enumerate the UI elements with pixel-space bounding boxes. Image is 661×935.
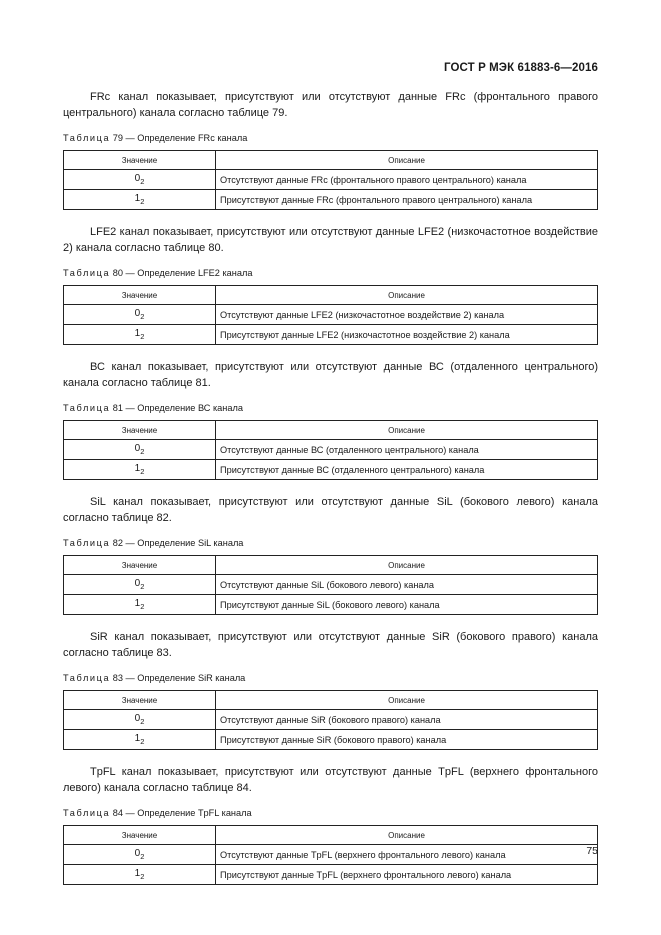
column-header-value: Значение bbox=[64, 556, 216, 575]
table-row bbox=[64, 440, 598, 460]
cell-value: $0_2$ bbox=[64, 845, 216, 865]
cell-description: Отсутствуют данные FRc (фронтального правого центрального) канала bbox=[216, 170, 598, 190]
cell-description: Присутствуют данные TpFL (верхнего фронтального левого) канала bbox=[216, 865, 598, 885]
cell-value: $1_2$ bbox=[64, 595, 216, 615]
definition-table bbox=[63, 285, 598, 345]
table-header-row bbox=[64, 826, 598, 845]
column-header-description: Описание bbox=[216, 151, 598, 170]
section-paragraph: SiL канал показывает, присутствуют или отсутствуют данные SiL (бокового левого) канала согласно таблице 82. bbox=[63, 496, 598, 524]
caption-text: 83 — Определение SiR канала bbox=[110, 673, 246, 683]
column-header-value: Значение bbox=[64, 826, 216, 845]
cell-description: Отсутствуют данные SiR (бокового правого) канала bbox=[216, 710, 598, 730]
section-paragraph: SiR канал показывает, присутствуют или отсутствуют данные SiR (бокового правого) канала согласно таблице 83. bbox=[63, 631, 598, 659]
column-header-value: Значение bbox=[64, 286, 216, 305]
table-row bbox=[64, 575, 598, 595]
caption-text: 79 — Определение FRc канала bbox=[110, 133, 248, 143]
cell-description: Отсутствуют данные ВС (отдаленного центрального) канала bbox=[216, 440, 598, 460]
table-row bbox=[64, 305, 598, 325]
cell-value: $0_2$ bbox=[64, 170, 216, 190]
caption-prefix: Таблица bbox=[63, 133, 111, 143]
caption-prefix: Таблица bbox=[63, 403, 111, 413]
cell-value: $1_2$ bbox=[64, 460, 216, 480]
definition-table bbox=[63, 690, 598, 750]
table-caption bbox=[63, 673, 598, 683]
document-id-header: ГОСТ Р МЭК 61883-6—2016 bbox=[444, 62, 598, 74]
cell-description: Присутствуют данные LFE2 (низкочастотное воздействие 2) канала bbox=[216, 325, 598, 345]
definition-table bbox=[63, 555, 598, 615]
section-paragraph: TpFL канал показывает, присутствуют или отсутствуют данные TpFL (верхнего фронтального левого) канала согласно таблице 84. bbox=[63, 766, 598, 794]
table-header-row bbox=[64, 556, 598, 575]
page-content bbox=[63, 90, 598, 900]
section-paragraph: FRc канал показывает, присутствуют или отсутствуют данные FRc (фронтального правого центрального) канала согласно таблице 79. bbox=[63, 91, 598, 119]
caption-text: 84 — Определение TpFL канала bbox=[110, 808, 252, 818]
column-header-description: Описание bbox=[216, 556, 598, 575]
table-caption bbox=[63, 268, 598, 278]
cell-description: Отсутствуют данные TpFL (верхнего фронтального левого) канала bbox=[216, 845, 598, 865]
section-paragraph: LFE2 канал показывает, присутствуют или отсутствуют данные LFE2 (низкочастотное воздействие 2) канала согласно таблице 80. bbox=[63, 226, 598, 254]
table-row bbox=[64, 730, 598, 750]
column-header-description: Описание bbox=[216, 691, 598, 710]
caption-prefix: Таблица bbox=[63, 808, 111, 818]
section-paragraph: ВС канал показывает, присутствуют или отсутствуют данные ВС (отдаленного центрального) канала согласно таблице 81. bbox=[63, 361, 598, 389]
table-caption bbox=[63, 808, 598, 818]
page-number: 75 bbox=[586, 845, 598, 857]
table-row bbox=[64, 710, 598, 730]
table-header-row bbox=[64, 286, 598, 305]
table-row bbox=[64, 845, 598, 865]
caption-prefix: Таблица bbox=[63, 673, 111, 683]
table-caption bbox=[63, 133, 598, 143]
table-row bbox=[64, 190, 598, 210]
cell-value: $0_2$ bbox=[64, 305, 216, 325]
cell-description: Присутствуют данные ВС (отдаленного центрального) канала bbox=[216, 460, 598, 480]
cell-value: $1_2$ bbox=[64, 190, 216, 210]
cell-value: $0_2$ bbox=[64, 575, 216, 595]
table-row bbox=[64, 170, 598, 190]
column-header-value: Значение bbox=[64, 691, 216, 710]
table-row bbox=[64, 325, 598, 345]
table-row bbox=[64, 865, 598, 885]
column-header-description: Описание bbox=[216, 421, 598, 440]
cell-description: Отсутствуют данные SiL (бокового левого) канала bbox=[216, 575, 598, 595]
table-row bbox=[64, 595, 598, 615]
column-header-description: Описание bbox=[216, 826, 598, 845]
cell-value: $1_2$ bbox=[64, 865, 216, 885]
table-caption bbox=[63, 403, 598, 413]
table-caption bbox=[63, 538, 598, 548]
table-header-row bbox=[64, 151, 598, 170]
caption-text: 81 — Определение ВС канала bbox=[110, 403, 243, 413]
column-header-value: Значение bbox=[64, 421, 216, 440]
cell-value: $1_2$ bbox=[64, 730, 216, 750]
caption-text: 82 — Определение SiL канала bbox=[110, 538, 244, 548]
table-header-row bbox=[64, 421, 598, 440]
cell-value: $1_2$ bbox=[64, 325, 216, 345]
caption-prefix: Таблица bbox=[63, 268, 111, 278]
table-header-row bbox=[64, 691, 598, 710]
cell-value: $0_2$ bbox=[64, 440, 216, 460]
definition-table bbox=[63, 150, 598, 210]
definition-table bbox=[63, 420, 598, 480]
cell-value: $0_2$ bbox=[64, 710, 216, 730]
table-row bbox=[64, 460, 598, 480]
cell-description: Присутствуют данные FRc (фронтального правого центрального) канала bbox=[216, 190, 598, 210]
cell-description: Присутствуют данные SiR (бокового правого) канала bbox=[216, 730, 598, 750]
column-header-value: Значение bbox=[64, 151, 216, 170]
definition-table bbox=[63, 825, 598, 885]
caption-text: 80 — Определение LFE2 канала bbox=[110, 268, 253, 278]
cell-description: Отсутствуют данные LFE2 (низкочастотное воздействие 2) канала bbox=[216, 305, 598, 325]
caption-prefix: Таблица bbox=[63, 538, 111, 548]
cell-description: Присутствуют данные SiL (бокового левого) канала bbox=[216, 595, 598, 615]
column-header-description: Описание bbox=[216, 286, 598, 305]
